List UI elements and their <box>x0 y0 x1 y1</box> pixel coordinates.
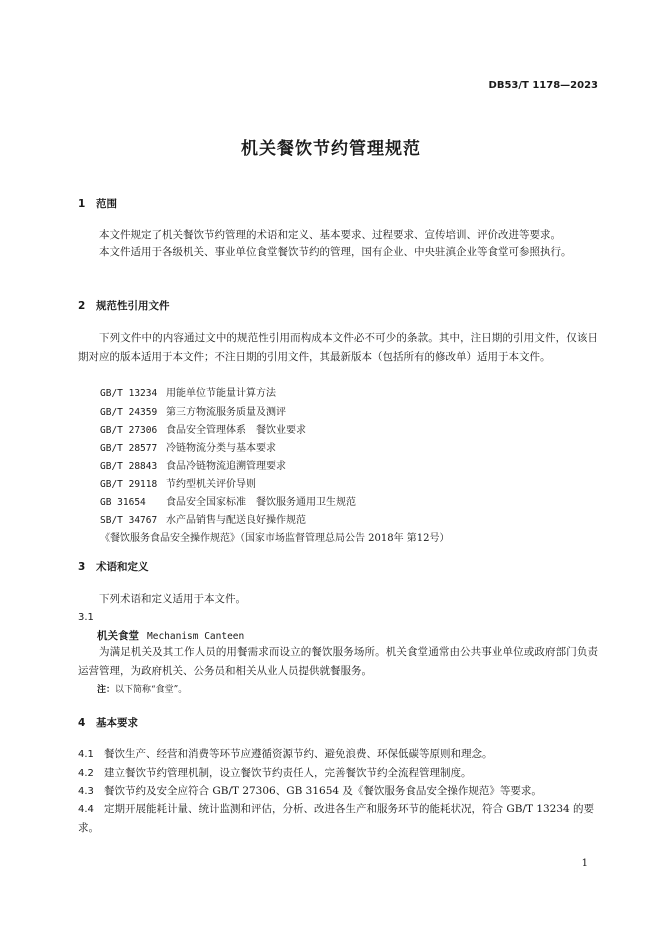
section-heading-3 <box>78 559 149 574</box>
reference-item: GB/T 28577 冷链物流分类与基本要求 <box>100 443 276 454</box>
section-heading-2 <box>78 298 170 313</box>
section-title: 基本要求 <box>96 717 138 729</box>
note-text: 以下简称“食堂”。 <box>115 685 188 695</box>
section-number: 1 <box>78 198 86 210</box>
paragraph-terms-intro: 下列术语和定义适用于本文件。 <box>99 593 246 605</box>
paragraph-references-intro: 下列文件中的内容通过文中的规范性引用而构成本文件必不可少的条款。其中，注日期的引用文件，仅该日期对应的版本适用于本文件；不注日期的引用文件，其最新版本（包括所有的修改单）适用于本文件。 <box>78 332 598 363</box>
requirement-item: 4.1 餐饮生产、经营和消费等环节应遵循资源节约、避免浪费、环保低碳等原则和理念。 <box>78 748 493 760</box>
requirement-item: 4.4 定期开展能耗计量、统计监测和评估，分析、改进各生产和服务环节的能耗状况，符合 GB/T 13234 的要求。 <box>78 803 595 834</box>
reference-item: GB 31654 食品安全国家标准 餐饮服务通用卫生规范 <box>100 497 356 508</box>
reference-item: GB/T 27306 食品安全管理体系 餐饮业要求 <box>100 425 306 436</box>
section-heading-4 <box>78 715 138 730</box>
reference-item: GB/T 24359 第三方物流服务质量及测评 <box>100 407 286 418</box>
reference-item: SB/T 34767 水产品销售与配送良好操作规范 <box>100 515 306 526</box>
standard-code: DB53/T 1178—2023 <box>488 80 598 91</box>
reference-item-regulation: 《餐饮服务食品安全操作规范》（国家市场监督管理总局公告 2018年 第12号） <box>100 533 450 544</box>
section-heading-1 <box>78 196 117 211</box>
section-title: 规范性引用文件 <box>96 300 170 312</box>
term-chinese: 机关食堂 <box>97 630 139 642</box>
term-definition: 为满足机关及其工作人员的用餐需求而设立的餐饮服务场所。机关食堂通常由公共事业单位或政府部门负责运营管理，为政府机关、公务员和相关从业人员提供就餐服务。 <box>78 646 598 677</box>
reference-item: GB/T 29118 节约型机关评价导则 <box>100 479 256 490</box>
section-title: 术语和定义 <box>96 561 149 573</box>
reference-item: GB/T 28843 食品冷链物流追溯管理要求 <box>100 461 286 472</box>
section-number: 3 <box>78 561 86 573</box>
page-number: 1 <box>581 858 588 869</box>
term-entry <box>97 628 244 643</box>
paragraph-scope-1: 本文件规定了机关餐饮节约管理的术语和定义、基本要求、过程要求、宣传培训、评价改进等要求。 <box>99 229 561 241</box>
note-label: 注： <box>97 685 116 695</box>
requirement-item: 4.2 建立餐饮节约管理机制，设立餐饮节约责任人，完善餐饮节约全流程管理制度。 <box>78 767 472 779</box>
requirement-item: 4.3 餐饮节约及安全应符合 GB/T 27306、GB 31654 及《餐饮服务食品安全操作规范》等要求。 <box>78 785 542 797</box>
term-note <box>97 682 187 695</box>
section-number: 2 <box>78 300 86 312</box>
reference-item: GB/T 13234 用能单位节能量计算方法 <box>100 388 276 399</box>
term-english: Mechanism Canteen <box>147 631 245 642</box>
paragraph-scope-2: 本文件适用于各级机关、事业单位食堂餐饮节约的管理，国有企业、中央驻滇企业等食堂可参照执行。 <box>99 246 572 258</box>
document-title: 机关餐饮节约管理规范 <box>241 139 421 159</box>
section-number: 4 <box>78 717 86 729</box>
section-title: 范围 <box>96 198 117 210</box>
subsection-number: 3.1 <box>78 612 94 623</box>
